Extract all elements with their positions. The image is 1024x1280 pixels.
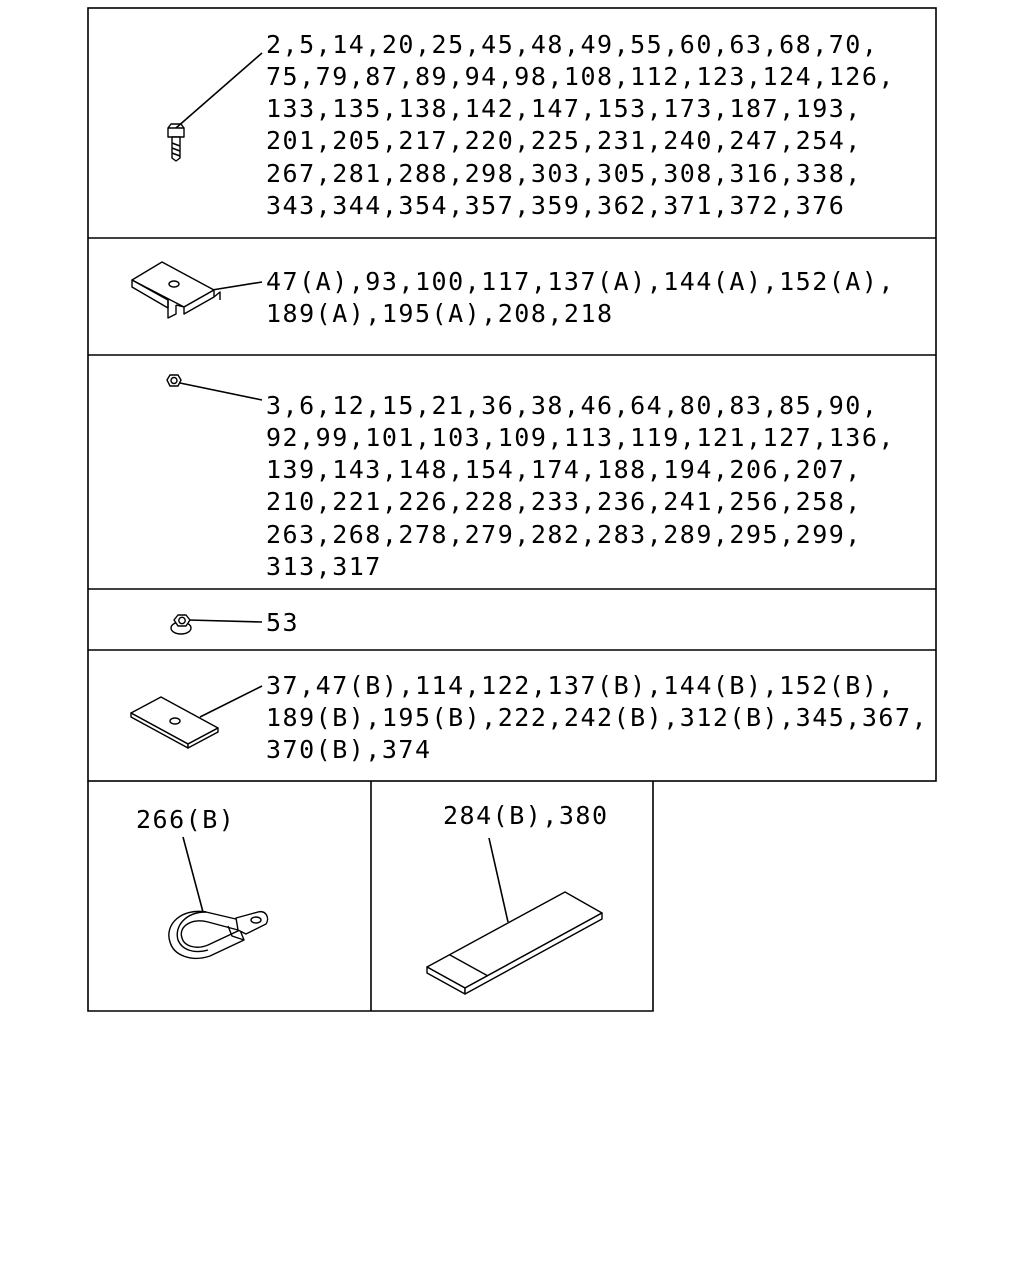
part-number-line: 210,221,226,228,233,236,241,256,258, bbox=[266, 487, 862, 516]
section-flat-plate bbox=[131, 671, 945, 764]
section-nut bbox=[167, 375, 912, 581]
part-number-line: 313,317 bbox=[266, 552, 382, 581]
bolt-icon bbox=[168, 53, 262, 161]
strip-icon bbox=[427, 838, 602, 994]
clip-icon bbox=[169, 837, 268, 958]
part-number-line: 37,47(B),114,122,137(B),144(B),152(B), bbox=[266, 671, 895, 700]
part-number-line: 370(B),374 bbox=[266, 735, 432, 764]
part-number-line: 139,143,148,154,174,188,194,206,207, bbox=[266, 455, 862, 484]
part-number-line: 3,6,12,15,21,36,38,46,64,80,83,85,90, bbox=[266, 391, 879, 420]
part-number-line: 263,268,278,279,282,283,289,295,299, bbox=[266, 520, 862, 549]
bent-bracket-icon bbox=[132, 262, 262, 318]
leader-line bbox=[180, 383, 262, 400]
part-number-line: 92,99,101,103,109,113,119,121,127,136, bbox=[266, 423, 895, 452]
part-number-line: 75,79,87,89,94,98,108,112,123,124,126, bbox=[266, 62, 895, 91]
part-numbers-bent-bracket bbox=[266, 267, 912, 328]
clip-label: 266(B) bbox=[136, 805, 236, 834]
strip-label: 284(B),380 bbox=[443, 801, 609, 830]
part-number-line: 201,205,217,220,225,231,240,247,254, bbox=[266, 126, 862, 155]
part-numbers-flange-nut bbox=[266, 608, 299, 637]
part-number-line: 189(B),195(B),222,242(B),312(B),345,367, bbox=[266, 703, 929, 732]
leader-line bbox=[489, 838, 508, 922]
cell-strip bbox=[427, 801, 609, 994]
part-numbers-bolt bbox=[266, 30, 912, 220]
part-number-line: 2,5,14,20,25,45,48,49,55,60,63,68,70, bbox=[266, 30, 879, 59]
flange-nut-icon bbox=[171, 615, 262, 634]
part-numbers-flat-plate bbox=[266, 671, 945, 764]
part-number-line: 47(A),93,100,117,137(A),144(A),152(A), bbox=[266, 267, 895, 296]
nut-icon bbox=[167, 375, 262, 400]
section-flange-nut bbox=[171, 608, 299, 637]
part-number-line: 343,344,354,357,359,362,371,372,376 bbox=[266, 191, 846, 220]
part-number-line: 133,135,138,142,147,153,173,187,193, bbox=[266, 94, 862, 123]
leader-line bbox=[200, 686, 262, 717]
part-number-line: 189(A),195(A),208,218 bbox=[266, 299, 614, 328]
section-bolt bbox=[168, 30, 912, 220]
leader-line bbox=[183, 837, 203, 912]
leader-line bbox=[176, 53, 262, 128]
leader-line bbox=[188, 620, 262, 622]
part-number-line: 267,281,288,298,303,305,308,316,338, bbox=[266, 159, 862, 188]
part-number-line: 53 bbox=[266, 608, 300, 637]
cell-clip bbox=[136, 805, 268, 958]
section-bent-bracket bbox=[132, 262, 912, 328]
part-numbers-nut bbox=[266, 391, 912, 581]
flat-plate-icon bbox=[131, 686, 262, 748]
leader-line bbox=[212, 282, 262, 290]
